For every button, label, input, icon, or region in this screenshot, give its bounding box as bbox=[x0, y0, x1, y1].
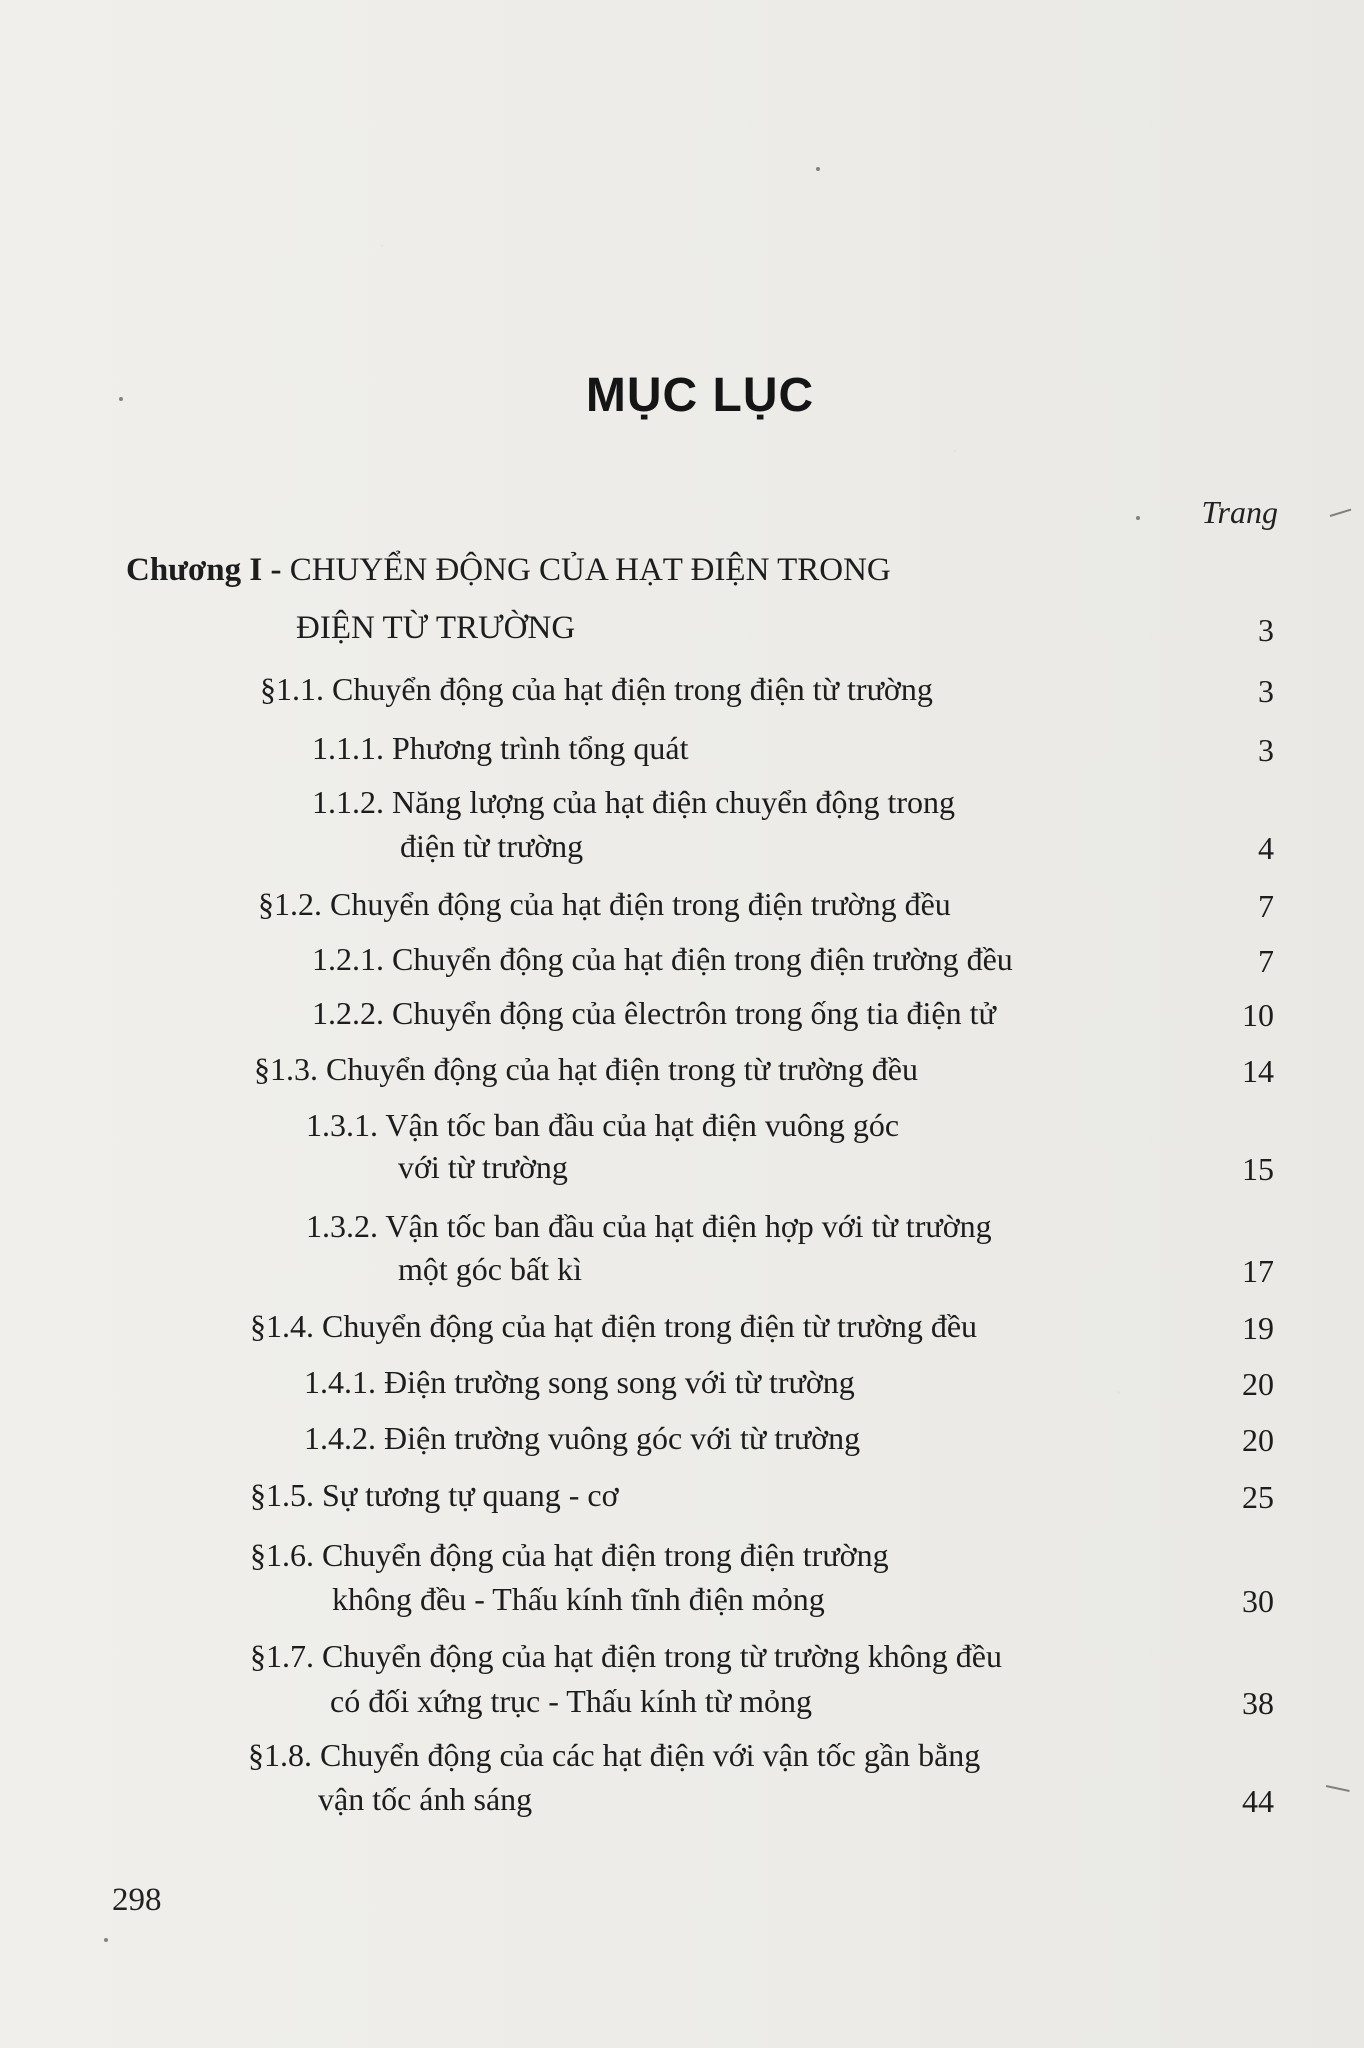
toc-entry-1-2-1: 1.2.1. Chuyển động của hạt điện trong điện trường đều bbox=[312, 941, 1013, 977]
chapter-1-title: CHUYỂN ĐỘNG CỦA HẠT ĐIỆN TRONG bbox=[289, 552, 891, 588]
toc-entry-1-7-line-1: §1.7. Chuyển động của hạt điện trong từ trường không đều bbox=[250, 1638, 1002, 1674]
toc-entry-1-3-1-line-2: với từ trường bbox=[398, 1149, 568, 1185]
toc-entry-1-3: §1.3. Chuyển động của hạt điện trong từ trường đều bbox=[254, 1051, 918, 1087]
page-speck bbox=[104, 1938, 108, 1942]
page-column-label: Trang bbox=[1201, 494, 1278, 530]
toc-entry-1-1-1-page: 3 bbox=[1258, 732, 1274, 768]
page-speck bbox=[1136, 516, 1140, 520]
toc-entry-1-1-2-line-1: 1.1.2. Năng lượng của hạt điện chuyển động trong bbox=[312, 784, 956, 820]
toc-entry-1-3-1-line-1: 1.3.1. Vận tốc ban đầu của hạt điện vuông góc bbox=[306, 1107, 900, 1143]
toc-entry-1-1-page: 3 bbox=[1258, 673, 1274, 709]
toc-entry-1-2-1-page: 7 bbox=[1258, 943, 1274, 979]
chapter-1-page-number: 3 bbox=[1258, 612, 1274, 648]
toc-entry-1-3-2-page: 17 bbox=[1242, 1253, 1274, 1289]
footer-page-number: 298 bbox=[112, 1882, 162, 1918]
page-speck bbox=[816, 167, 820, 171]
toc-entry-1-4-2-page: 20 bbox=[1242, 1422, 1274, 1458]
chapter-1-prefix: Chương I - bbox=[126, 552, 290, 588]
toc-entry-1-3-page: 14 bbox=[1242, 1053, 1274, 1089]
toc-entry-1-8-line-2: vận tốc ánh sáng bbox=[318, 1781, 533, 1817]
toc-entry-1-7-page: 38 bbox=[1242, 1685, 1274, 1721]
toc-entry-1-5-page: 25 bbox=[1242, 1479, 1274, 1515]
toc-entry-1-1-2-page: 4 bbox=[1258, 830, 1274, 866]
page-speck bbox=[119, 397, 123, 401]
toc-entry-1-2-2: 1.2.2. Chuyển động của êlectrôn trong ống tia điện tử bbox=[312, 995, 996, 1031]
toc-entry-1-4: §1.4. Chuyển động của hạt điện trong điện từ trường đều bbox=[250, 1308, 978, 1344]
toc-entry-1-6-line-1: §1.6. Chuyển động của hạt điện trong điện trường bbox=[250, 1537, 889, 1573]
toc-entry-1-7-line-2: có đối xứng trục - Thấu kính từ mỏng bbox=[330, 1683, 813, 1719]
toc-entry-1-2-2-page: 10 bbox=[1242, 997, 1274, 1033]
toc-entry-1-1-2-line-2: điện từ trường bbox=[400, 828, 584, 864]
toc-entry-1-2: §1.2. Chuyển động của hạt điện trong điện trường đều bbox=[258, 886, 951, 922]
toc-entry-1-3-2-line-1: 1.3.2. Vận tốc ban đầu của hạt điện hợp với từ trường bbox=[306, 1208, 992, 1244]
toc-entry-1-8-line-1: §1.8. Chuyển động của các hạt điện với vận tốc gần bằng bbox=[248, 1737, 981, 1773]
toc-entry-1-6-page: 30 bbox=[1242, 1583, 1274, 1619]
toc-entry-1-1-1: 1.1.1. Phương trình tổng quát bbox=[312, 730, 689, 766]
toc-entry-1-4-1: 1.4.1. Điện trường song song với từ trường bbox=[304, 1364, 855, 1400]
toc-entry-1-5: §1.5. Sự tương tự quang - cơ bbox=[250, 1477, 619, 1513]
toc-entry-1-3-2-line-2: một góc bất kì bbox=[398, 1251, 582, 1287]
chapter-1-title-line-1 bbox=[126, 554, 891, 587]
toc-entry-1-6-line-2: không đều - Thấu kính tĩnh điện mỏng bbox=[332, 1581, 825, 1617]
page-title: MỤC LỤC bbox=[585, 369, 815, 422]
toc-entry-1-4-1-page: 20 bbox=[1242, 1366, 1274, 1402]
toc-entry-1-4-2: 1.4.2. Điện trường vuông góc với từ trường bbox=[304, 1420, 861, 1456]
toc-entry-1-4-page: 19 bbox=[1242, 1310, 1274, 1346]
toc-entry-1-3-1-page: 15 bbox=[1242, 1151, 1274, 1187]
toc-entry-1-8-page: 44 bbox=[1242, 1783, 1274, 1819]
toc-entry-1-1: §1.1. Chuyển động của hạt điện trong điện từ trường bbox=[260, 671, 933, 707]
toc-entry-1-2-page: 7 bbox=[1258, 888, 1274, 924]
chapter-1-title-line-2: ĐIỆN TỪ TRƯỜNG bbox=[296, 610, 576, 646]
